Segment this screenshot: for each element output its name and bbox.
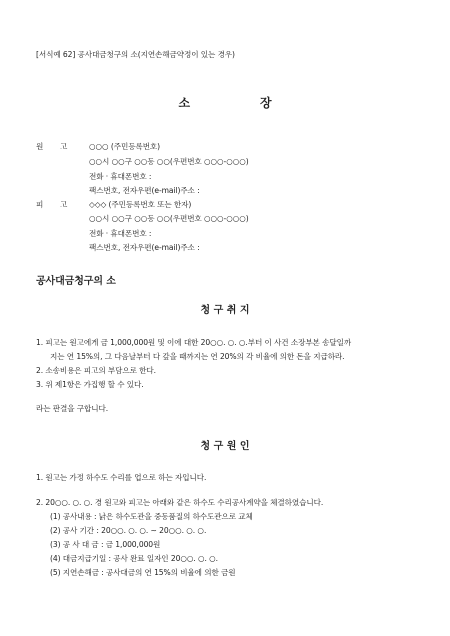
defendant-phone: 전화 · 휴대폰번호 :: [89, 229, 152, 238]
plaintiff-address: ○○시 ○○구 ○○동 ○○(우편번호 ○○○-○○○): [89, 157, 249, 166]
defendant-fax-email: 팩스번호, 전자우편(e-mail)주소 :: [89, 243, 200, 252]
defendant-role-label-a: 피: [36, 200, 44, 209]
defendant-role-label-b: 고: [60, 200, 68, 209]
document-title-right: 장: [260, 96, 272, 110]
claim-cause-paragraph: 1. 원고는 가정 하수도 수리를 업으로 하는 자입니다.: [36, 473, 207, 482]
claim-purpose-item-continuation: 지는 연 15%의, 그 다음날부터 다 갚을 때까지는 연 20%의 각 비율에 의한 돈을 지급하라.: [50, 352, 345, 361]
form-identifier: [서식예 62] 공사대금청구의 소(지연손해금약정이 있는 경우): [36, 50, 235, 59]
claim-cause-heading: 청 구 원 인: [200, 441, 250, 452]
document-title: [0, 96, 450, 110]
claim-purpose-item: 3. 위 제1항은 가집행 할 수 있다.: [36, 380, 144, 389]
plaintiff-name: ○○○ (주민등록번호): [89, 142, 161, 151]
plaintiff-phone: 전화 · 휴대폰번호 :: [89, 172, 152, 181]
case-name: 공사대금청구의 소: [36, 276, 116, 287]
claim-purpose-item: 2. 소송비용은 피고의 부담으로 한다.: [36, 366, 156, 375]
plaintiff-fax-email: 팩스번호, 전자우편(e-mail)주소 :: [89, 186, 200, 195]
plaintiff-role-label-b: 고: [60, 142, 68, 151]
claim-cause-paragraph: 2. 20○○. ○. ○. 경 원고와 피고는 아래와 같은 하수도 수리공사계약을 체결하였습니다.: [36, 498, 324, 507]
contract-term-item: (3) 공 사 대 금 : 금 1,000,000원: [50, 540, 161, 549]
contract-term-item: (2) 공사 기간 : 20○○. ○. ○. ~ 20○○. ○. ○.: [50, 526, 207, 535]
claim-purpose-item: 1. 피고는 원고에게 금 1,000,000원 및 이에 대한 20○○. ○. ○.부터 이 사건 소장부본 송달일까: [36, 338, 352, 347]
document-title-left: 소: [178, 96, 190, 110]
contract-term-item: (4) 대금지급기일 : 공사 완료 일자인 20○○. ○. ○.: [50, 554, 218, 563]
contract-term-item: (5) 지연손해금 : 공사대금의 연 15%의 비율에 의한 금원: [50, 568, 236, 577]
claim-purpose-heading: 청 구 취 지: [200, 305, 250, 316]
defendant-address: ○○시 ○○구 ○○동 ○○(우편번호 ○○○-○○○): [89, 214, 249, 223]
contract-term-item: (1) 공사내용 : 낡은 하수도관을 중동품질의 하수도관으로 교체: [50, 512, 253, 521]
plaintiff-role-label-a: 원: [36, 142, 44, 151]
claim-purpose-closing: 라는 판결을 구합니다.: [36, 404, 109, 413]
defendant-name: ◇◇◇ (주민등록번호 또는 한자): [89, 200, 192, 209]
